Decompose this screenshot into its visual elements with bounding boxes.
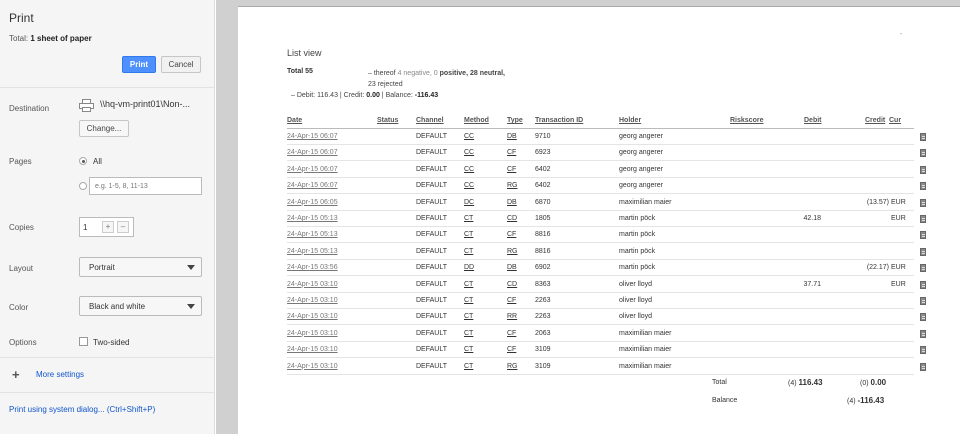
table-row — [287, 244, 914, 260]
cell-channel: DEFAULT — [416, 165, 447, 173]
list-view-title: List view — [287, 48, 322, 58]
cell-date[interactable]: 24-Apr-15 06:07 — [287, 182, 338, 190]
cell-holder: maximilian maier — [619, 329, 672, 337]
cell-type: RG — [507, 362, 518, 370]
document-icon[interactable] — [920, 215, 926, 223]
document-icon[interactable] — [920, 297, 926, 305]
cell-type: CF — [507, 329, 517, 337]
cell-transaction-id: 6402 — [535, 165, 551, 173]
cell-holder: martin pöck — [619, 215, 656, 222]
cell-date[interactable]: 24-Apr-15 05:13 — [287, 247, 338, 255]
cell-debit: 37.71 — [803, 280, 821, 288]
cell-transaction-id: 6902 — [535, 264, 551, 272]
credit-total — [860, 378, 886, 387]
cell-currency: EUR — [891, 198, 906, 206]
cell-transaction-id: 9710 — [535, 133, 551, 140]
cell-channel: DEFAULT — [416, 247, 447, 255]
cell-holder: georg angerer — [619, 165, 663, 173]
cell-channel: DEFAULT — [416, 329, 447, 337]
column-header-transaction-id[interactable]: Transaction ID — [535, 117, 584, 124]
balance-total-value: -116.43 — [857, 396, 885, 405]
cell-channel: DEFAULT — [416, 362, 447, 370]
table-row — [287, 359, 914, 375]
cell-method: CT — [464, 247, 474, 255]
cell-method: CC — [464, 133, 475, 140]
cell-currency: EUR — [891, 215, 906, 222]
column-header-debit[interactable]: Debit — [804, 117, 822, 124]
pages-all-radio[interactable] — [79, 157, 87, 165]
cell-method: CC — [464, 149, 475, 157]
column-header-credit[interactable]: Credit — [865, 117, 886, 124]
cell-date[interactable]: 24-Apr-15 03:10 — [287, 280, 338, 288]
color-select[interactable] — [79, 296, 202, 316]
total-label: Total — [712, 379, 727, 386]
column-header-riskscore[interactable]: Riskscore — [730, 117, 764, 124]
document-icon[interactable] — [920, 313, 926, 321]
table-row — [287, 326, 914, 342]
pages-custom-radio[interactable] — [79, 182, 87, 190]
table-row — [287, 260, 914, 276]
color-label: Color — [9, 303, 29, 312]
table-row — [287, 145, 914, 161]
column-header-currency[interactable]: Cur — [889, 117, 902, 124]
copies-value: 1 — [83, 223, 88, 232]
document-icon[interactable] — [920, 166, 926, 174]
table-row — [287, 162, 914, 178]
cell-holder: martin pöck — [619, 264, 656, 272]
cell-currency: EUR — [891, 280, 906, 288]
cell-channel: DEFAULT — [416, 149, 447, 157]
thereof-rejected: 23 rejected — [368, 81, 403, 88]
layout-select[interactable] — [79, 257, 202, 277]
color-value: Black and white — [89, 302, 146, 311]
cell-method: CC — [464, 182, 475, 190]
cell-type: CD — [507, 215, 518, 222]
cell-channel: DEFAULT — [416, 215, 447, 222]
cell-transaction-id: 3109 — [535, 362, 551, 370]
cell-channel: DEFAULT — [416, 313, 447, 321]
copies-increment-button[interactable]: + — [102, 221, 114, 233]
cell-credit: (22.17) — [866, 264, 889, 272]
cell-method: CT — [464, 280, 474, 288]
cell-transaction-id: 6923 — [535, 149, 551, 157]
cell-holder: oliver lloyd — [619, 280, 653, 288]
column-header-date[interactable]: Date — [287, 117, 303, 124]
print-button[interactable]: Print — [122, 56, 156, 73]
print-settings-sidebar — [0, 0, 215, 434]
table-row — [287, 309, 914, 325]
print-header — [0, 0, 215, 88]
cell-type: DB — [507, 198, 517, 206]
cell-holder: oliver lloyd — [619, 313, 653, 321]
table-row — [287, 129, 914, 145]
cell-transaction-id: 8816 — [535, 231, 551, 239]
balance-total-count: (4) — [847, 398, 856, 405]
two-sided-label: Two-sided — [93, 338, 130, 347]
cell-type: CF — [507, 346, 517, 354]
document-icon[interactable] — [920, 346, 926, 354]
cell-date[interactable]: 24-Apr-15 06:07 — [287, 149, 338, 157]
cell-channel: DEFAULT — [416, 297, 447, 304]
cell-channel: DEFAULT — [416, 346, 447, 354]
document-icon[interactable] — [920, 231, 926, 239]
credit-total-value: 0.00 — [870, 378, 887, 387]
cell-channel: DEFAULT — [416, 280, 447, 288]
more-settings-toggle[interactable] — [0, 357, 215, 393]
table-row — [287, 211, 914, 227]
cell-transaction-id: 2263 — [535, 313, 551, 321]
change-destination-button[interactable]: Change... — [79, 120, 129, 137]
cell-type: CF — [507, 297, 517, 304]
document-icon[interactable] — [920, 248, 926, 256]
document-icon[interactable] — [920, 281, 926, 289]
destination-label: Destination — [9, 104, 50, 113]
cancel-button[interactable]: Cancel — [161, 56, 201, 73]
thereof-prefix: – thereof — [368, 70, 398, 77]
cell-date[interactable]: 24-Apr-15 06:07 — [287, 165, 338, 173]
cell-transaction-id: 3109 — [535, 346, 551, 354]
column-header-type[interactable]: Type — [507, 117, 523, 124]
cell-transaction-id: 2063 — [535, 329, 551, 337]
preview-gutter — [216, 0, 238, 434]
cell-transaction-id: 8363 — [535, 280, 551, 288]
page-corner-mark: - — [900, 31, 903, 38]
cell-date[interactable]: 24-Apr-15 03:10 — [287, 362, 338, 370]
cell-date[interactable]: 24-Apr-15 06:05 — [287, 198, 338, 206]
cell-date[interactable]: 24-Apr-15 05:13 — [287, 215, 338, 222]
total-prefix: Total: — [9, 34, 31, 43]
cell-type: DB — [507, 133, 517, 140]
cell-type: DB — [507, 264, 517, 272]
cell-date[interactable]: 24-Apr-15 03:56 — [287, 264, 338, 272]
cell-date[interactable]: 24-Apr-15 03:10 — [287, 297, 338, 304]
balance-total — [847, 396, 884, 405]
cell-transaction-id: 2263 — [535, 297, 551, 304]
sheet-total — [9, 34, 92, 43]
column-header-holder[interactable]: Holder — [619, 117, 642, 124]
table-row — [287, 227, 914, 243]
cell-method: CT — [464, 362, 474, 370]
chevron-down-icon — [187, 304, 195, 309]
summary-credit: 0.00 — [366, 92, 380, 99]
total-breakdown — [368, 68, 538, 90]
debit-total — [788, 378, 823, 387]
debit-total-count: (4) — [788, 380, 797, 387]
copies-decrement-button[interactable]: – — [117, 221, 129, 233]
document-icon[interactable] — [920, 182, 926, 190]
table-row — [287, 195, 914, 211]
cell-holder: oliver lloyd — [619, 297, 653, 304]
cell-holder: georg angerer — [619, 133, 663, 140]
cell-holder: maximilian maier — [619, 346, 672, 354]
thereof-negative: 4 negative, 0 — [397, 70, 438, 77]
cell-method: CT — [464, 346, 474, 354]
column-header-status[interactable]: Status — [377, 117, 399, 124]
cell-method: CT — [464, 297, 474, 304]
document-icon[interactable] — [920, 363, 926, 371]
plus-icon: + — [12, 367, 20, 382]
cell-date[interactable]: 24-Apr-15 05:13 — [287, 231, 338, 239]
printer-icon — [79, 99, 94, 112]
document-icon[interactable] — [920, 149, 926, 157]
cell-transaction-id: 8816 — [535, 247, 551, 255]
table-row — [287, 293, 914, 309]
cell-holder: martin pöck — [619, 231, 656, 239]
pages-label: Pages — [9, 157, 32, 166]
two-sided-checkbox[interactable] — [79, 337, 88, 346]
total-value: 1 sheet of paper — [30, 34, 92, 43]
cell-currency: EUR — [891, 264, 906, 272]
layout-value: Portrait — [89, 263, 115, 272]
more-settings-label: More settings — [36, 370, 85, 379]
thereof-positive: positive, 28 neutral, — [439, 70, 505, 77]
table-row — [287, 342, 914, 358]
cell-type: RR — [507, 313, 518, 321]
column-header-method[interactable]: Method — [464, 117, 489, 124]
cell-method: CT — [464, 313, 474, 321]
cell-holder: georg angerer — [619, 149, 663, 157]
debit-total-value: 116.43 — [798, 378, 823, 387]
document-icon[interactable] — [920, 264, 926, 272]
cell-type: CF — [507, 149, 517, 157]
cell-holder: maximilian maier — [619, 362, 672, 370]
print-preview-page — [238, 7, 960, 434]
balance-label: Balance — [712, 397, 738, 404]
options-label: Options — [9, 338, 37, 347]
cell-date[interactable]: 24-Apr-15 03:10 — [287, 329, 338, 337]
document-icon[interactable] — [920, 133, 926, 141]
cell-method: CT — [464, 329, 474, 337]
cell-holder: martin pöck — [619, 247, 656, 255]
credit-total-count: (0) — [860, 380, 869, 387]
system-dialog-link[interactable]: Print using system dialog... (Ctrl+Shift+P) — [9, 405, 156, 414]
cell-type: CF — [507, 165, 517, 173]
layout-label: Layout — [9, 264, 34, 273]
document-icon[interactable] — [920, 330, 926, 338]
cell-transaction-id: 6402 — [535, 182, 551, 190]
table-row — [287, 277, 914, 293]
cell-method: CC — [464, 165, 475, 173]
summary-mid: | Balance: — [379, 92, 415, 99]
cell-debit: 42.18 — [803, 215, 821, 222]
cell-type: CF — [507, 231, 517, 239]
print-title: Print — [9, 11, 34, 25]
cell-method: CT — [464, 215, 474, 222]
cell-channel: DEFAULT — [416, 198, 447, 206]
cell-date[interactable]: 24-Apr-15 03:10 — [287, 313, 338, 321]
cell-channel: DEFAULT — [416, 264, 447, 272]
pages-all-label: All — [93, 157, 102, 166]
cell-channel: DEFAULT — [416, 182, 447, 190]
cell-transaction-id: 6870 — [535, 198, 551, 206]
cell-transaction-id: 1805 — [535, 215, 551, 222]
cell-type: RG — [507, 247, 518, 255]
chevron-down-icon — [187, 265, 195, 270]
cell-channel: DEFAULT — [416, 133, 447, 140]
balance-summary — [291, 92, 438, 99]
copies-label: Copies — [9, 223, 34, 232]
pages-range-input[interactable] — [89, 177, 202, 195]
total-count: Total 55 — [287, 68, 313, 75]
cell-method: DD — [464, 264, 475, 272]
cell-channel: DEFAULT — [416, 231, 447, 239]
cell-holder: georg angerer — [619, 182, 663, 190]
cell-holder: maximilian maier — [619, 198, 672, 206]
destination-value: \\hq-vm-print01\Non-... — [100, 99, 191, 109]
cell-method: DC — [464, 198, 475, 206]
cell-credit: (13.57) — [866, 198, 889, 206]
column-header-channel[interactable]: Channel — [416, 117, 444, 124]
cell-type: CD — [507, 280, 518, 288]
cell-date[interactable]: 24-Apr-15 06:07 — [287, 133, 338, 140]
copies-stepper[interactable] — [79, 217, 134, 237]
cell-method: CT — [464, 231, 474, 239]
summary-prefix: – Debit: 116.43 | Credit: — [291, 92, 367, 99]
cell-type: RG — [507, 182, 518, 190]
table-row — [287, 178, 914, 194]
summary-balance: -116.43 — [414, 92, 439, 99]
cell-date[interactable]: 24-Apr-15 03:10 — [287, 346, 338, 354]
document-icon[interactable] — [920, 199, 926, 207]
